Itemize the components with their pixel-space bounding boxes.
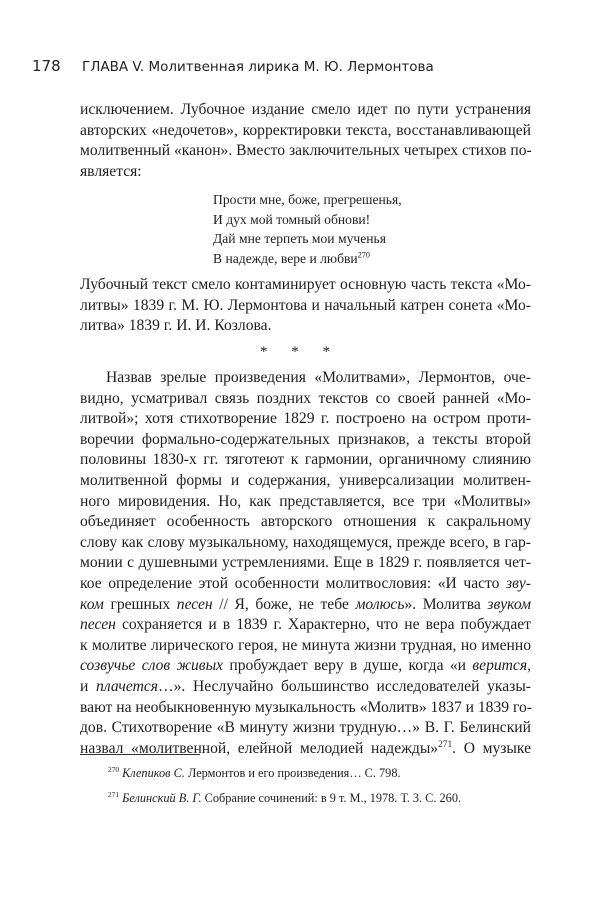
text-line: дов. Стихотворение «В минуту жизни трудную…» В. Г. Белинский xyxy=(80,719,531,737)
text-line: литвой»; хотя стихотворение 1829 г. построено на остром проти- xyxy=(80,410,531,428)
emphasis: зву- xyxy=(506,574,531,592)
text-line xyxy=(80,574,531,595)
verse-line-last xyxy=(213,249,402,269)
running-title: ГЛАВА V. Молитвенная лирика М. Ю. Лермонтова xyxy=(82,59,434,75)
text-line: видно, усматривал связь поздних текстов со своей ранней «Мо- xyxy=(80,389,531,407)
footnote-ref[interactable]: 271 xyxy=(438,739,453,750)
paragraph-2 xyxy=(80,275,531,337)
footnote-text: Собрание сочинений: в 9 т. М., 1978. Т. 3. С. 260. xyxy=(204,791,462,805)
text-span: и xyxy=(80,677,89,695)
text-line xyxy=(80,656,531,677)
text-line: монии с душевными устремлениями. Еще в 1829 г. появляется чет- xyxy=(80,554,531,572)
text-line: вают на необыкновенную музыкальность «Молитв» 1837 и 1839 го- xyxy=(80,698,532,716)
verse-line: И дух мой томный обнови! xyxy=(213,211,371,227)
text-line: исключением. Лубочное издание смело идет по пути устранения xyxy=(80,101,531,118)
emphasis: ком xyxy=(80,595,104,613)
verse-quotation xyxy=(213,190,402,268)
text-span: назвал «молитвенной, елейной мелодией надежды» xyxy=(80,739,439,757)
footnote-number: 270 xyxy=(108,764,120,774)
text-line xyxy=(80,615,531,636)
footnote-ref[interactable]: 270 xyxy=(357,249,370,259)
footnote-author: Клепиков С. xyxy=(122,766,185,780)
footnote-number: 271 xyxy=(108,789,120,799)
footnote-divider xyxy=(80,754,200,755)
emphasis: молюсь xyxy=(355,595,405,613)
text-line xyxy=(80,595,531,616)
paragraph-1 xyxy=(80,100,531,182)
emphasis: песен xyxy=(80,616,116,634)
text-line: является: xyxy=(80,162,142,180)
verse-line: Дай мне терпеть мои мученья xyxy=(213,231,386,246)
text-line: молитвенный «канон». Вместо заключительных четырех стихов по- xyxy=(80,142,532,160)
paragraph-3 xyxy=(80,368,531,759)
footnote xyxy=(108,766,401,781)
running-header xyxy=(32,57,560,75)
footnote-author: Белинский В. Г. xyxy=(122,791,202,805)
text-span: . О музыке xyxy=(452,739,531,757)
emphasis: верится xyxy=(472,657,528,675)
text-span: …». Неслучайно большинство исследователей указы- xyxy=(158,677,531,695)
text-line: Лубочный текст смело контаминирует основную часть текста «Мо- xyxy=(80,276,531,293)
text-line: половины 1830-х гг. тяготеют к гармонии, органичному слиянию xyxy=(80,451,531,469)
text-span: , xyxy=(527,657,531,675)
emphasis: созвучье слов живых xyxy=(80,657,224,675)
text-line: молитвенной формы и содержания, универсализации молитвен- xyxy=(80,471,531,489)
verse-line: В надежде, вере и любви xyxy=(213,250,358,266)
footnote xyxy=(108,791,461,806)
text-span: грешных xyxy=(110,595,171,613)
emphasis: звуком xyxy=(487,595,531,613)
verse-line: Прости мне, боже, прегрешенья, xyxy=(213,192,402,207)
emphasis: плачется xyxy=(96,677,159,695)
text-line xyxy=(80,739,531,760)
section-separator: * * * xyxy=(260,344,340,360)
text-line: слову как слову музыкальному, находящемуся, прежде всего, в гар- xyxy=(80,533,531,551)
text-line: Назвав зрелые произведения «Молитвами», Лермонтов, оче- xyxy=(106,369,531,386)
text-span: ». Молитва xyxy=(404,595,481,613)
footnote-text: Лермонтов и его произведения… С. 798. xyxy=(187,766,401,780)
text-span: пробуждает веру в душе, когда «и xyxy=(229,657,467,675)
text-line: литвы» 1839 г. М. Ю. Лермонтова и начальный катрен сонета «Мо- xyxy=(80,296,531,314)
text-span: сохраняется и в 1839 г. Характерно, что не вера побуждает xyxy=(121,616,531,634)
text-line: воречии формально-содержательных признаков, а тексты второй xyxy=(80,430,531,448)
text-line: к молитве лирического героя, не минута жизни трудная, но именно xyxy=(80,636,531,654)
text-line: литва» 1839 г. И. И. Козлова. xyxy=(80,317,272,335)
text-span: кое определение этой особенности молитвословия: «И часто xyxy=(80,574,500,592)
text-line: объединяет особенность авторского отношения к сакральному xyxy=(80,513,531,531)
page-number: 178 xyxy=(32,57,61,75)
text-line: ного мировидения. Но, как представляется, все три «Молитвы» xyxy=(80,492,531,510)
emphasis: песен xyxy=(176,595,213,613)
text-line: авторских «недочетов», корректировки текста, восстанавливающей xyxy=(80,121,531,139)
text-span: // Я, боже, не тебе xyxy=(219,595,349,613)
text-line xyxy=(80,677,531,698)
